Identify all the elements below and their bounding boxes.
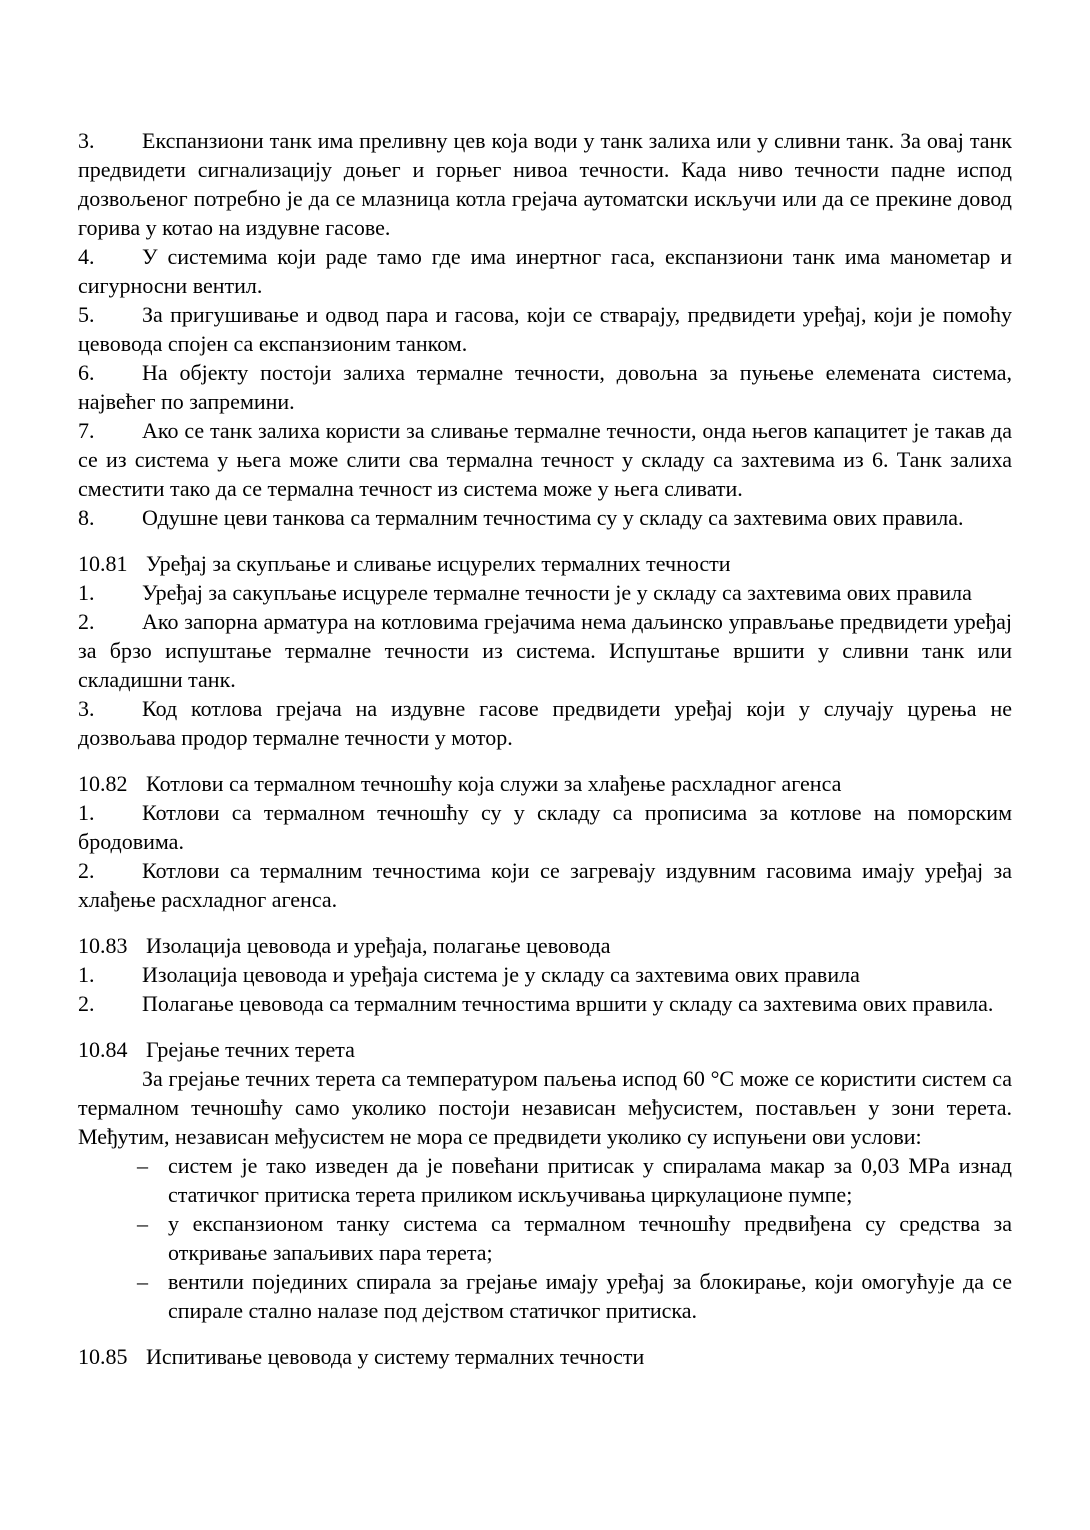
bullet-dash: – [137, 1269, 148, 1294]
section-heading [78, 931, 1012, 960]
numbered-paragraph [78, 416, 1012, 503]
section-number: 10.82 [78, 771, 128, 796]
paragraph-number: 1. [78, 580, 95, 605]
section-title: Изолација цевовода и уређаја, полагање цевовода [146, 933, 611, 958]
paragraph-number: 6. [78, 360, 95, 385]
section-number: 10.83 [78, 933, 128, 958]
numbered-paragraph [78, 300, 1012, 358]
paragraph-text: На објекту постоји залиха термалне течности, довољна за пуњење елемената система, највећег по запремини. [78, 360, 1012, 414]
numbered-paragraph [78, 503, 1012, 532]
section-number: 10.84 [78, 1037, 128, 1062]
paragraph-text: Уређај за сакупљање исцуреле термалне течности је у складу са захтевима ових правила [142, 580, 972, 605]
section-title: Котлови са термалном течношћу која служи за хлађење расхладног агенса [146, 771, 842, 796]
bullet-dash: – [137, 1211, 148, 1236]
paragraph-number: 2. [78, 609, 95, 634]
paragraph-text: Полагање цевовода са термалним течностима вршити у складу са захтевима ових правила. [142, 991, 994, 1016]
bullet-text: вентили појединих спирала за грејање имају уређај за блокирање, који омогућује да се спирале стално налазе под дејством статичког притиска. [168, 1269, 1012, 1323]
numbered-paragraph [78, 607, 1012, 694]
section-number: 10.85 [78, 1344, 128, 1369]
numbered-paragraph [78, 694, 1012, 752]
bullet-item [78, 1267, 1012, 1325]
paragraph-text: Ако запорна арматура на котловима грејачима нема даљинско управљање предвидети уређај за брзо испуштање термалне течности из система. Испуштање вршити у сливни танк или складишни танк. [78, 609, 1012, 692]
numbered-paragraph [78, 960, 1012, 989]
paragraph-text: Изолација цевовода и уређаја система је у складу са захтевима ових правила [142, 962, 860, 987]
paragraph-text: За пригушивање и одвод пара и гасова, који се стварају, предвидети уређај, који је помоћу цевовода спојен са експанзионим танком. [78, 302, 1012, 356]
numbered-paragraph [78, 798, 1012, 856]
section-number: 10.81 [78, 551, 128, 576]
section-heading [78, 549, 1012, 578]
bullet-item [78, 1151, 1012, 1209]
paragraph-number: 2. [78, 858, 95, 883]
section-title: Испитивање цевовода у систему термалних течности [146, 1344, 645, 1369]
section-heading [78, 1342, 1012, 1371]
paragraph-number: 4. [78, 244, 95, 269]
section-heading [78, 1035, 1012, 1064]
bullet-item [78, 1209, 1012, 1267]
bullet-dash: – [137, 1153, 148, 1178]
paragraph-number: 3. [78, 128, 95, 153]
paragraph-number: 5. [78, 302, 95, 327]
paragraph-text: Експанзиони танк има преливну цев која води у танк залиха или у сливни танк. За овај танк предвидети сигнализацију доњег и горњег нивоа течности. Када ниво течности падне испод дозвољеног потребно је да се млазница котла грејача аутоматски искључи или да се прекине довод горива у котао на издувне гасове. [78, 128, 1012, 240]
section-title: Грејање течних терета [146, 1037, 355, 1062]
paragraph-text: Код котлова грејача на издувне гасове предвидети уређај који у случају цурења не дозвољава продор термалне течности у мотор. [78, 696, 1012, 750]
paragraph-text: Котлови са термалним течностима који се загревају издувним гасовима имају уређај за хлађење расхладног агенса. [78, 858, 1012, 912]
paragraph-number: 3. [78, 696, 95, 721]
paragraph-number: 2. [78, 991, 95, 1016]
paragraph-text: Одушне цеви танкова са термалним течностима су у складу са захтевима ових правила. [142, 505, 964, 530]
paragraph-text: За грејање течних терета са температуром паљења испод 60 °C може се користити систем са термалном течношћу само уколико постоји независан међусистем, постављен у зони терета. Међутим, независан међусистем не мора се предвидети уколико су испуњени ови услови: [78, 1066, 1012, 1149]
section-heading [78, 769, 1012, 798]
paragraph-number: 1. [78, 962, 95, 987]
paragraph-text: Ако се танк залиха користи за сливање термалне течности, онда његов капацитет је такав да се из система у њега може слити сва термална течност у складу са захтевима из 6. Танк залиха сместити тако да се термална течност из система може у њега сливати. [78, 418, 1012, 501]
paragraph-text: У системима који раде тамо где има инертног гаса, експанзиони танк има манометар и сигурносни вентил. [78, 244, 1012, 298]
paragraph-number: 8. [78, 505, 95, 530]
section-title: Уређај за скупљање и сливање исцурелих термалних течности [146, 551, 731, 576]
numbered-paragraph [78, 856, 1012, 914]
paragraph-text: Котлови са термалном течношћу су у складу са прописима за котлове на поморским бродовима. [78, 800, 1012, 854]
numbered-paragraph [78, 126, 1012, 242]
paragraph-number: 1. [78, 800, 95, 825]
paragraph-number: 7. [78, 418, 95, 443]
numbered-paragraph [78, 358, 1012, 416]
numbered-paragraph [78, 242, 1012, 300]
body-paragraph [78, 1064, 1012, 1151]
bullet-text: у експанзионом танку система са термалном течношћу предвиђена су средства за откривање запаљивих пара терета; [168, 1211, 1012, 1265]
bullet-text: систем је тако изведен да је повећани притисак у спиралама макар за 0,03 MPa изнад статичког притиска терета приликом искључивања циркулационе пумпе; [168, 1153, 1012, 1207]
numbered-paragraph [78, 989, 1012, 1018]
numbered-paragraph [78, 578, 1012, 607]
